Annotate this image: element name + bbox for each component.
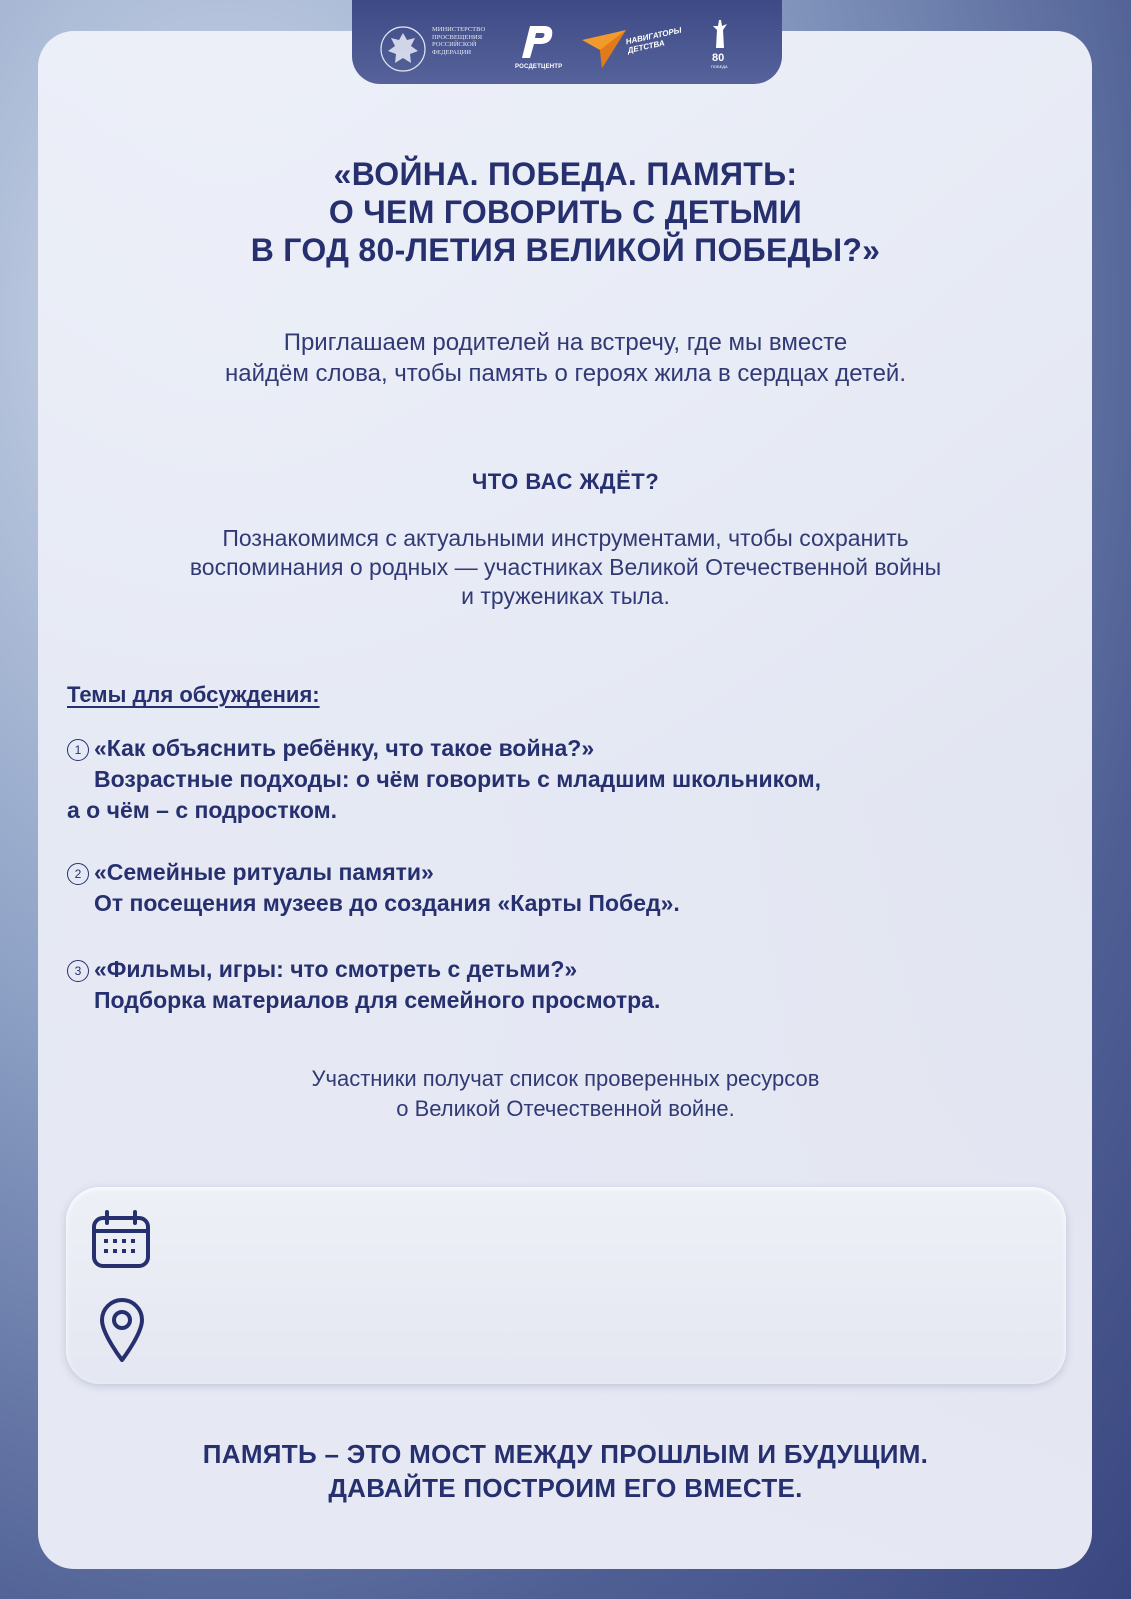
- topic-title: «Семейные ритуалы памяти»: [94, 859, 434, 885]
- footer-slogan: [0, 1437, 1131, 1505]
- topic-item: [67, 857, 1067, 919]
- victory-80-logo-text: 80: [712, 52, 725, 64]
- topic-item: [67, 954, 1067, 1016]
- topics-heading: Темы для обсуждения:: [67, 682, 320, 707]
- topic-description: Подборка материалов для семейного просмотра.: [94, 987, 661, 1013]
- title-line: «ВОЙНА. ПОБЕДА. ПАМЯТЬ:: [333, 156, 798, 192]
- expect-line: воспоминания о родных — участниках Великой Отечественной войны: [189, 554, 942, 580]
- expect-line: и тружениках тыла.: [461, 583, 670, 609]
- expect-paragraph: [0, 524, 1131, 611]
- intro-line: Приглашаем родителей на встречу, где мы вместе: [283, 329, 848, 356]
- victory-monument-icon: [707, 18, 733, 52]
- topic-description: Возрастные подходы: о чём говорить с младшим школьником,: [94, 766, 821, 792]
- ministry-emblem-icon: [378, 22, 428, 76]
- intro-line: найдём слова, чтобы память о героях жила в сердцах детей.: [224, 360, 906, 387]
- topic-description: а о чём – с подростком.: [67, 797, 337, 823]
- footer-line: ДАВАЙТЕ ПОСТРОИМ ЕГО ВМЕСТЕ.: [328, 1473, 803, 1503]
- topic-number-badge: 1: [67, 739, 89, 761]
- footer-line: ПАМЯТЬ – ЭТО МОСТ МЕЖДУ ПРОШЛЫМ И БУДУЩИМ.: [202, 1439, 929, 1469]
- navigators-logo-text: НАВИГАТОРЫ ДЕТСТВА: [624, 25, 683, 56]
- victory-80-logo-subtext: ПОБЕДА: [711, 64, 728, 69]
- topic-description: От посещения музеев до создания «Карты Побед».: [94, 890, 680, 916]
- resources-line: о Великой Отечественной войне.: [396, 1096, 735, 1121]
- topic-number-badge: 3: [67, 960, 89, 982]
- ministry-logo-text: МИНИСТЕРСТВО ПРОСВЕЩЕНИЯ РОССИЙСКОЙ ФЕДЕРАЦИИ: [432, 26, 486, 56]
- location-pin-icon: [98, 1296, 146, 1364]
- title-line: О ЧЕМ ГОВОРИТЬ С ДЕТЬМИ: [328, 194, 803, 230]
- page-title: [0, 155, 1131, 269]
- topic-item: [67, 733, 1067, 826]
- resources-note: [0, 1064, 1131, 1124]
- rosdetcenter-logo-icon: [516, 22, 556, 62]
- topic-title: «Фильмы, игры: что смотреть с детьми?»: [94, 956, 578, 982]
- topic-number-badge: 2: [67, 863, 89, 885]
- event-info-box: [66, 1187, 1066, 1384]
- resources-line: Участники получат список проверенных ресурсов: [311, 1066, 820, 1091]
- calendar-icon: [90, 1209, 152, 1271]
- topic-title: «Как объяснить ребёнку, что такое война?»: [94, 735, 595, 761]
- expect-heading: ЧТО ВАС ЖДЁТ?: [471, 469, 660, 494]
- navigators-logo-icon: [580, 26, 628, 70]
- intro-paragraph: [0, 327, 1131, 389]
- expect-line: Познакомимся с актуальными инструментами, чтобы сохранить: [222, 525, 909, 551]
- title-line: В ГОД 80-ЛЕТИЯ ВЕЛИКОЙ ПОБЕДЫ?»: [250, 232, 881, 268]
- rosdetcenter-logo-text: РОСДЕТЦЕНТР: [515, 64, 563, 70]
